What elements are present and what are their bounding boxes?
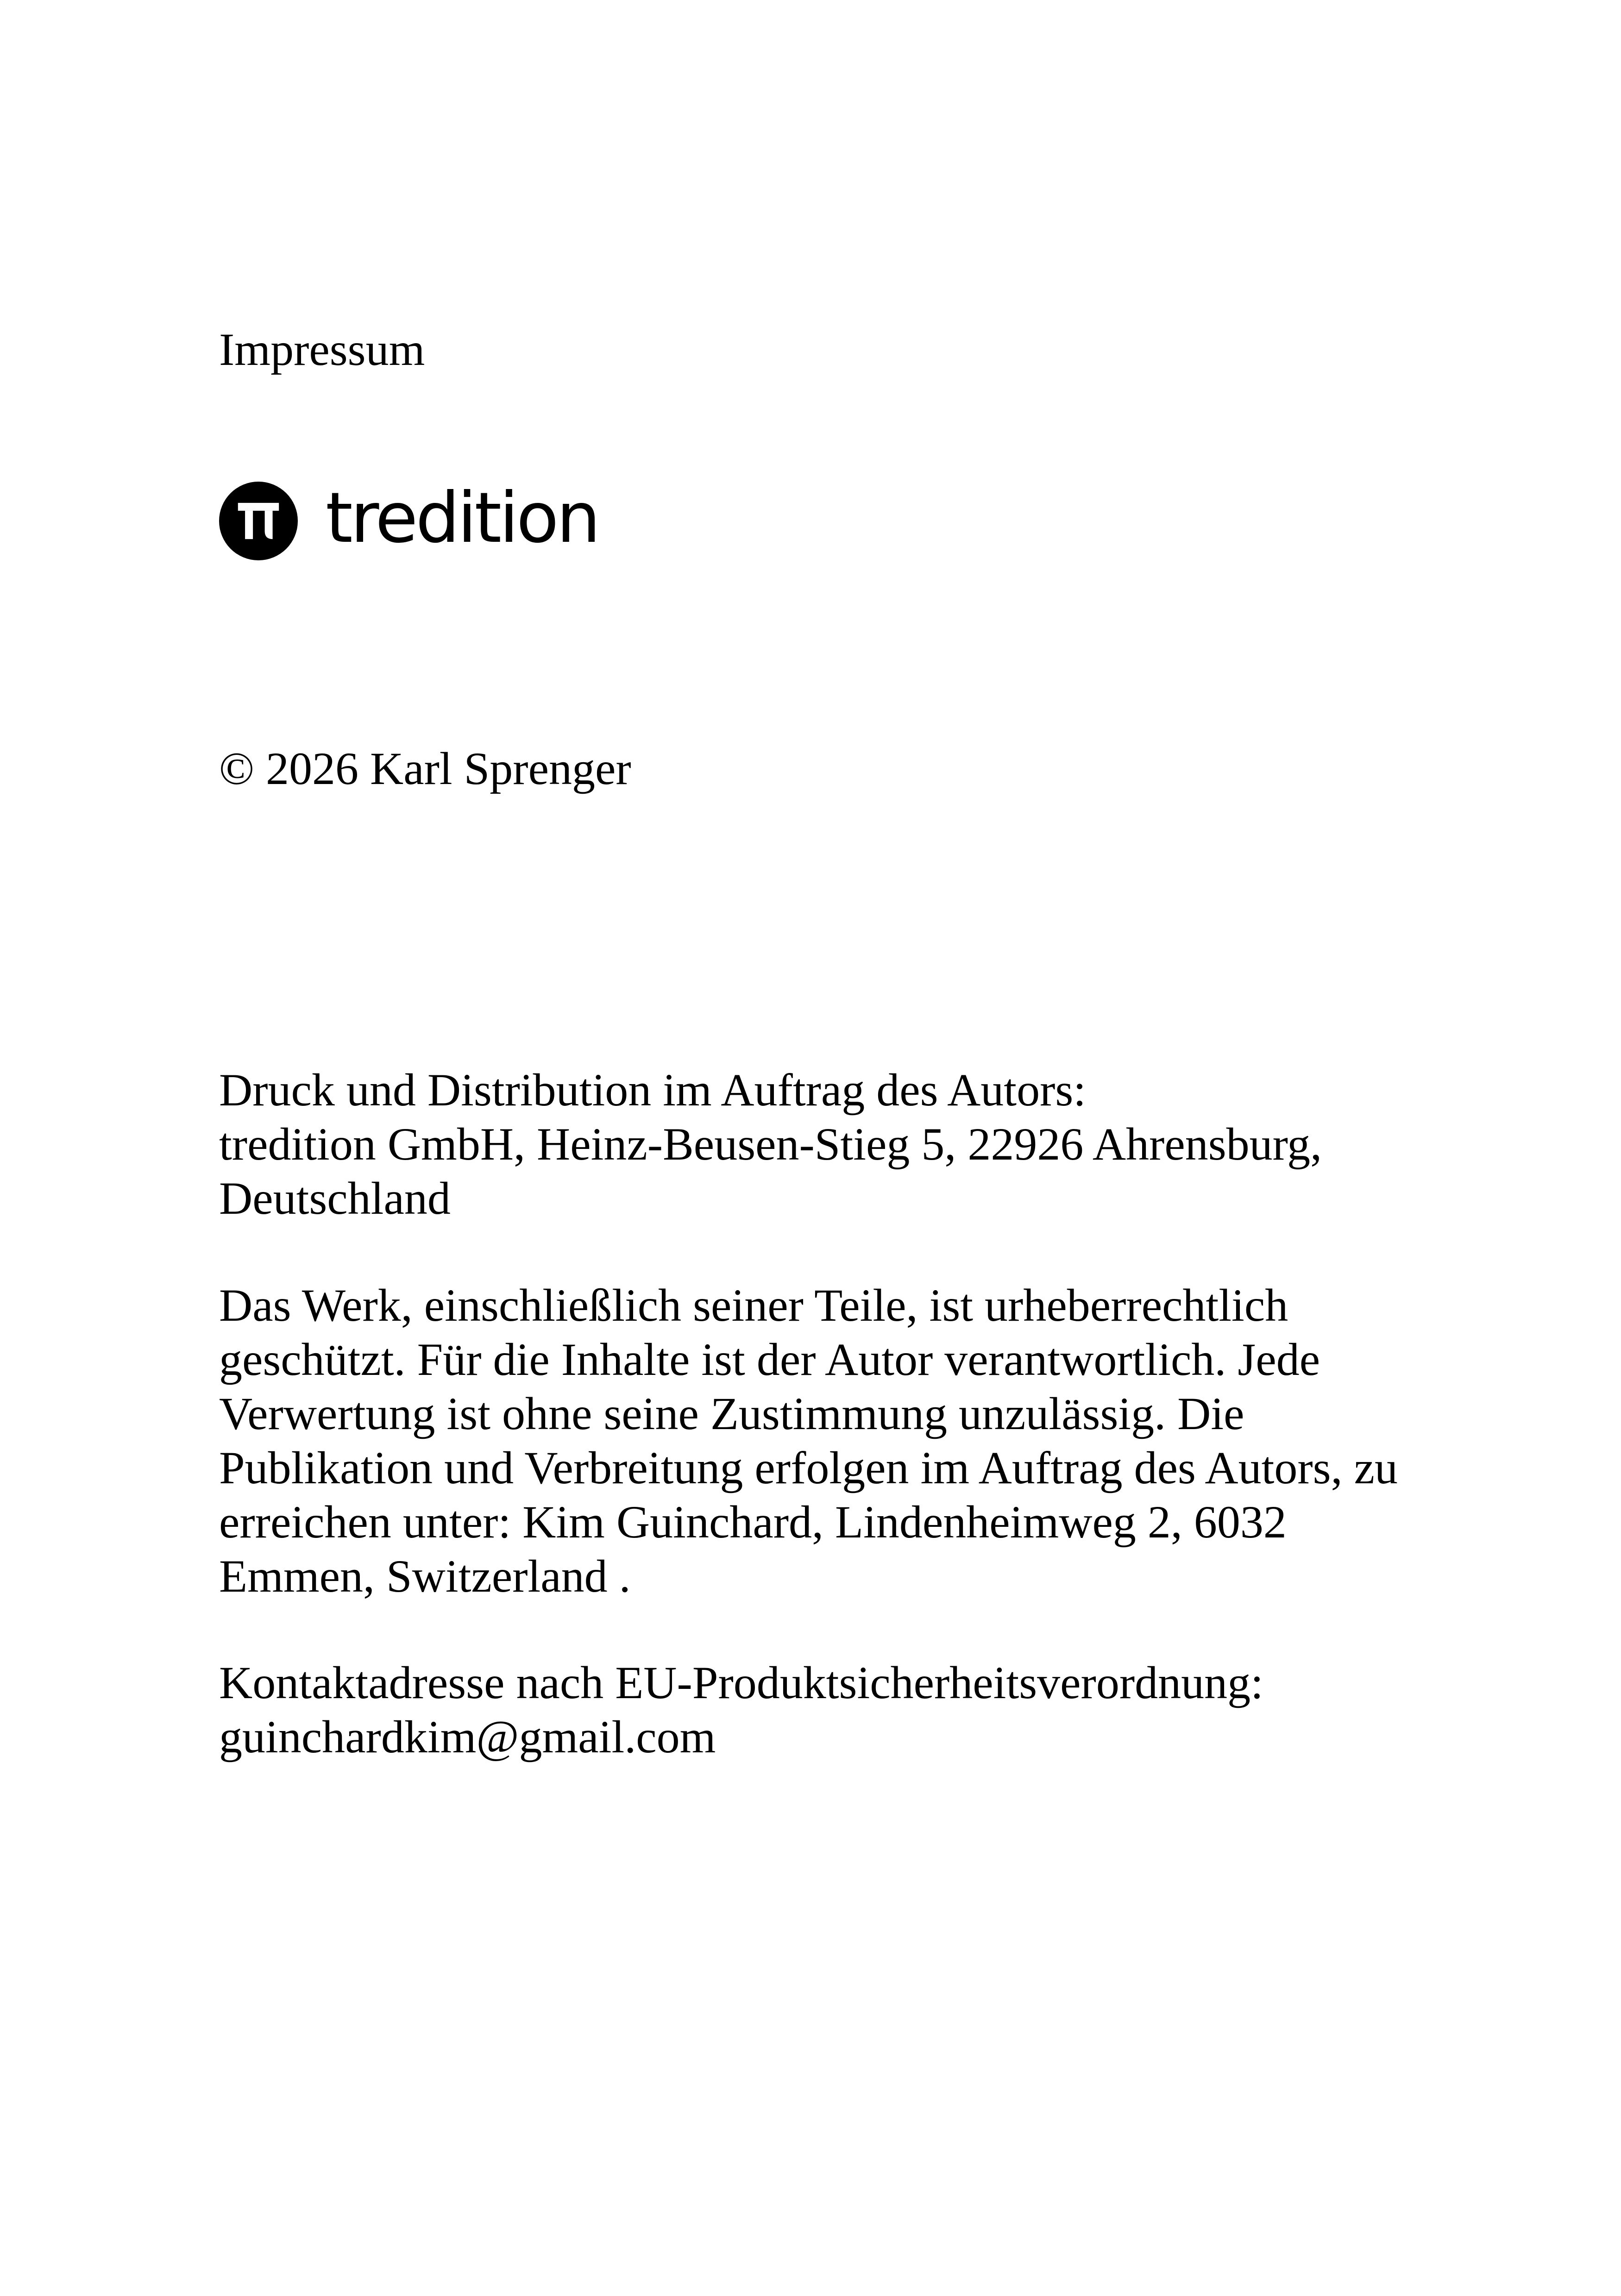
- publisher-logo: [219, 478, 598, 560]
- logo-wordmark: tredition: [326, 478, 598, 558]
- paragraph-line: erreichen unter: Kim Guinchard, Lindenheimweg 2, 6032: [219, 1496, 1287, 1548]
- rights-paragraph: [219, 1278, 1470, 1603]
- page-heading: Impressum: [219, 324, 425, 375]
- copyright-notice: © 2026 Karl Sprenger: [219, 743, 631, 794]
- tredition-emblem-icon: [219, 482, 298, 560]
- paragraph-line: Verwertung ist ohne seine Zustimmung unzulässig. Die: [219, 1388, 1244, 1439]
- paragraph-line: Druck und Distribution im Auftrag des Autors:: [219, 1064, 1087, 1116]
- paragraph-line: Kontaktadresse nach EU-Produktsicherheitsverordnung:: [219, 1657, 1263, 1708]
- paragraph-line: geschützt. Für die Inhalte ist der Autor verantwortlich. Jede: [219, 1334, 1320, 1385]
- paragraph-line: tredition GmbH, Heinz-Beusen-Stieg 5, 22926 Ahrensburg,: [219, 1118, 1322, 1170]
- contact-email: guinchardkim@gmail.com: [219, 1711, 716, 1763]
- paragraph-line: Das Werk, einschließlich seiner Teile, ist urheberrechtlich: [219, 1280, 1288, 1331]
- printing-distribution-paragraph: [219, 1063, 1470, 1225]
- paragraph-line: Emmen, Switzerland .: [219, 1550, 631, 1602]
- paragraph-line: Deutschland: [219, 1173, 451, 1224]
- paragraph-line: Publikation und Verbreitung erfolgen im Auftrag des Autors, zu: [219, 1442, 1398, 1493]
- contact-paragraph: [219, 1656, 1470, 1764]
